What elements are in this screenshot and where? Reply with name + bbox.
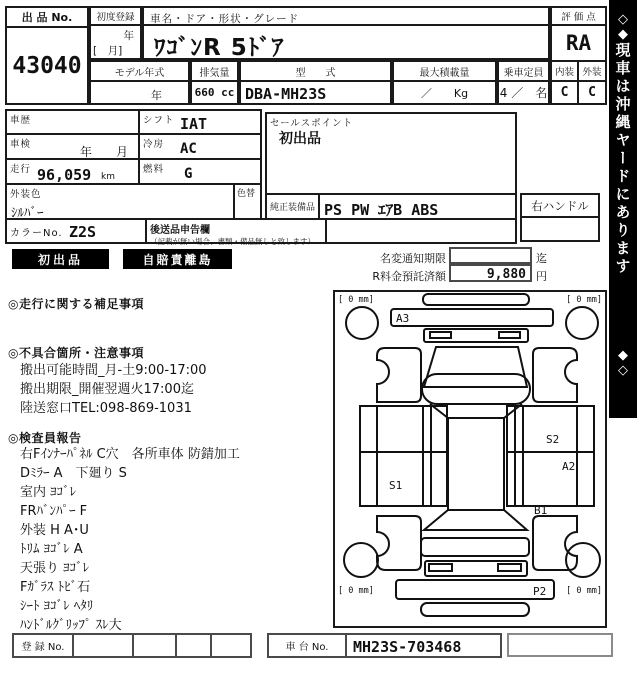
inspector-line: 天張り ﾖｺﾞﾚ bbox=[20, 561, 90, 576]
interior-label: 内装 bbox=[550, 60, 579, 82]
side-panel-right-lines bbox=[507, 406, 594, 506]
inspector-line: Fｶﾞﾗｽ ﾄﾋﾞ石 bbox=[20, 580, 91, 595]
fender-rear-right bbox=[533, 516, 577, 570]
front-bumper-bar bbox=[391, 309, 553, 326]
badge-first-listing: 初出品 bbox=[12, 249, 109, 269]
registration-cell bbox=[74, 635, 134, 656]
auction-no-value: 43040 bbox=[5, 26, 89, 105]
headlight-right bbox=[499, 332, 520, 338]
equipment-label: 純正装備品 bbox=[265, 193, 320, 220]
ac-cell bbox=[138, 133, 262, 160]
steering-extra-cell bbox=[520, 216, 600, 242]
steering-position: 右ハンドル bbox=[520, 193, 600, 218]
max-load-value: ／ Kg bbox=[392, 80, 497, 105]
defect-line: 搬出期限_開催翌週火17:00迄 bbox=[20, 382, 194, 397]
rear-bumper-bottom bbox=[421, 603, 529, 616]
model-code-label: 型 式 bbox=[239, 60, 392, 82]
deposit-label: R料金預託済額 bbox=[372, 270, 446, 283]
registration-cell bbox=[177, 635, 212, 656]
sales-point-cell bbox=[265, 112, 517, 195]
score-value: RA bbox=[550, 24, 607, 62]
defect-title: ◎不具合箇所・注意事項 bbox=[8, 346, 144, 360]
tire-tread-front-left: [ 0 mm] bbox=[338, 295, 374, 305]
exterior-color-value: ｼﾙﾊﾞｰ bbox=[11, 206, 44, 221]
rear-window bbox=[424, 510, 527, 530]
fuel-value: G bbox=[184, 166, 193, 182]
sales-point-value: 初出品 bbox=[279, 131, 321, 147]
hood bbox=[422, 374, 530, 404]
color-no-cell bbox=[5, 218, 147, 244]
wheel-front-right bbox=[566, 307, 598, 339]
badge-insurance-remote-island: 自賠責離島 bbox=[123, 249, 232, 269]
displacement-label: 排気量 bbox=[190, 60, 239, 82]
okinawa-yard-sidebar bbox=[609, 0, 637, 418]
headlight-left bbox=[430, 332, 451, 338]
registration-cell bbox=[134, 635, 177, 656]
history-label: 車歴 bbox=[10, 115, 32, 126]
taillight-right bbox=[498, 564, 521, 571]
taillight-left bbox=[429, 564, 452, 571]
inspector-line: FRﾊﾞﾝﾊﾟｰ F bbox=[20, 504, 88, 519]
wheel-front-left bbox=[346, 307, 378, 339]
damage-label-b1: B1 bbox=[534, 504, 548, 517]
diamond-filled-icon: ◆ bbox=[618, 27, 628, 42]
inspector-line: Dﾐﾗｰ A 下廻り S bbox=[20, 466, 127, 481]
chassis-no-label: 車 台 No. bbox=[269, 635, 347, 656]
inspector-line: ﾊﾝﾄﾞﾙｸﾞﾘｯﾌﾟ ｽﾚ大 bbox=[20, 618, 122, 633]
deposit-value: 9,880 bbox=[449, 264, 532, 282]
registration-no-label: 登 録 No. bbox=[14, 635, 74, 656]
fender-front-left bbox=[377, 348, 421, 402]
shift-cell bbox=[138, 109, 262, 135]
chassis-no-row bbox=[267, 633, 502, 658]
color-change-cell bbox=[233, 183, 262, 220]
inspection-cell bbox=[5, 133, 140, 160]
okinawa-yard-text: 現車は沖縄ヤードにあります bbox=[613, 42, 632, 276]
car-unfolded-outline bbox=[335, 292, 605, 626]
score-label: 評 価 点 bbox=[550, 6, 607, 26]
inspector-line: ﾄﾘﾑ ﾖｺﾞﾚ A bbox=[20, 542, 83, 557]
name-change-deadline-label: 名変通知期限 bbox=[380, 252, 446, 265]
roof bbox=[448, 418, 504, 510]
defect-lines bbox=[20, 361, 207, 418]
damage-label-s1: S1 bbox=[389, 479, 403, 492]
name-change-deadline-field bbox=[449, 247, 532, 264]
front-grille bbox=[424, 329, 528, 342]
later-items-label: 後送品申告欄 bbox=[150, 225, 210, 236]
inspection-value: 年 月 bbox=[79, 145, 128, 159]
first-registration-label: 初度登録 bbox=[89, 6, 142, 26]
mileage-note-title: ◎走行に関する補足事項 bbox=[8, 297, 144, 311]
exterior-color-cell bbox=[5, 183, 235, 220]
color-change-label: 色替 bbox=[237, 189, 256, 199]
mileage-label: 走行 bbox=[10, 164, 32, 175]
deposit-unit: 円 bbox=[536, 270, 547, 283]
wheel-rear-right bbox=[566, 543, 600, 577]
diamond-filled-icon: ◆ bbox=[618, 348, 628, 363]
damage-label-p2: P2 bbox=[533, 585, 547, 598]
damage-label-a3: A3 bbox=[396, 312, 410, 325]
exterior-label: 外装 bbox=[577, 60, 607, 82]
model-code-value: DBA-MH23S bbox=[239, 80, 392, 105]
fuel-label: 燃料 bbox=[143, 164, 165, 175]
capacity-label: 乗車定員 bbox=[497, 60, 550, 82]
front-bumper-top bbox=[423, 294, 529, 305]
fender-front-right bbox=[533, 348, 577, 402]
first-reg-year: 年 bbox=[123, 30, 134, 42]
color-no-label: カラーNo. bbox=[10, 228, 63, 239]
side-panel-left bbox=[360, 406, 447, 506]
tire-tread-rear-right: [ 0 mm] bbox=[566, 586, 602, 596]
displacement-value: 660 cc bbox=[190, 80, 239, 105]
exterior-value: C bbox=[577, 80, 607, 105]
damage-label-s2: S2 bbox=[546, 433, 560, 446]
shift-label: シフト bbox=[143, 115, 175, 126]
first-registration-value bbox=[89, 24, 142, 60]
diamond-open-icon: ◇ bbox=[618, 363, 628, 378]
side-panel-left-lines bbox=[360, 406, 447, 506]
registration-no-row bbox=[12, 633, 252, 658]
exterior-color-label: 外装色 bbox=[10, 189, 42, 200]
windshield bbox=[424, 347, 527, 387]
fender-rear-left bbox=[377, 516, 421, 570]
shift-value: IAT bbox=[180, 115, 208, 133]
rear-hatch bbox=[421, 538, 529, 556]
car-name-label: 車名・ドア・形状・グレード bbox=[142, 6, 550, 26]
inspector-report-title: ◎検査員報告 bbox=[8, 431, 82, 445]
fuel-cell bbox=[138, 158, 262, 185]
footer-empty-cell bbox=[507, 633, 613, 657]
registration-cell bbox=[212, 635, 250, 656]
auction-no-label: 出 品 No. bbox=[5, 6, 89, 28]
ac-label: 冷房 bbox=[143, 139, 165, 150]
side-panel-right bbox=[507, 406, 594, 506]
car-damage-diagram bbox=[333, 290, 607, 628]
model-year-label: モデル年式 bbox=[89, 60, 190, 82]
history-cell bbox=[5, 109, 140, 135]
max-load-label: 最大積載量 bbox=[392, 60, 497, 82]
inspector-line: 外装 H A･U bbox=[20, 523, 89, 538]
equipment-value: PS PW ｴｱB ABS bbox=[318, 193, 517, 220]
later-items-note: （記載が無い場合、書類・備品無しと致します） bbox=[150, 237, 315, 246]
mileage-cell bbox=[5, 158, 140, 185]
ac-value: AC bbox=[180, 141, 197, 157]
chassis-no-value: MH23S-703468 bbox=[353, 638, 462, 656]
defect-line: 搬出可能時間_月-土9:00-17:00 bbox=[20, 363, 207, 378]
rear-bumper-bar bbox=[396, 580, 554, 599]
color-no-value: Z2S bbox=[69, 223, 97, 241]
inspector-line: 室内 ﾖｺﾞﾚ bbox=[20, 485, 77, 500]
inspector-line: 右Fｲﾝﾅｰﾊﾟﾈﾙ C穴 各所車体 防錆加工 bbox=[20, 447, 240, 462]
defect-line: 陸送窓口TEL:098-869-1031 bbox=[20, 401, 192, 416]
interior-value: C bbox=[550, 80, 579, 105]
damage-label-a2: A2 bbox=[562, 460, 576, 473]
diamond-open-icon: ◇ bbox=[618, 12, 628, 27]
tire-tread-front-right: [ 0 mm] bbox=[566, 295, 602, 305]
later-items-cell bbox=[145, 218, 327, 244]
wheel-rear-left bbox=[344, 543, 378, 577]
first-reg-month: [ 月] bbox=[93, 45, 123, 57]
mileage-value: 96,059 bbox=[37, 166, 92, 184]
equipment-extra-cell bbox=[325, 218, 517, 244]
inspector-line: ｼｰﾄ ﾖｺﾞﾚ ﾍﾀﾘ bbox=[20, 599, 94, 614]
model-year-value: 年 bbox=[89, 80, 190, 105]
inspector-report-lines bbox=[20, 445, 240, 635]
inspection-label: 車検 bbox=[10, 139, 32, 150]
sales-point-label: セールスポイント bbox=[270, 118, 354, 129]
car-name-value: ﾜｺﾞﾝR 5ﾄﾞｱ bbox=[142, 24, 550, 60]
name-change-until: 迄 bbox=[536, 252, 547, 265]
mileage-unit: km bbox=[101, 172, 115, 182]
tire-tread-rear-left: [ 0 mm] bbox=[338, 586, 374, 596]
capacity-value: 4 ／ 名 bbox=[497, 80, 550, 105]
